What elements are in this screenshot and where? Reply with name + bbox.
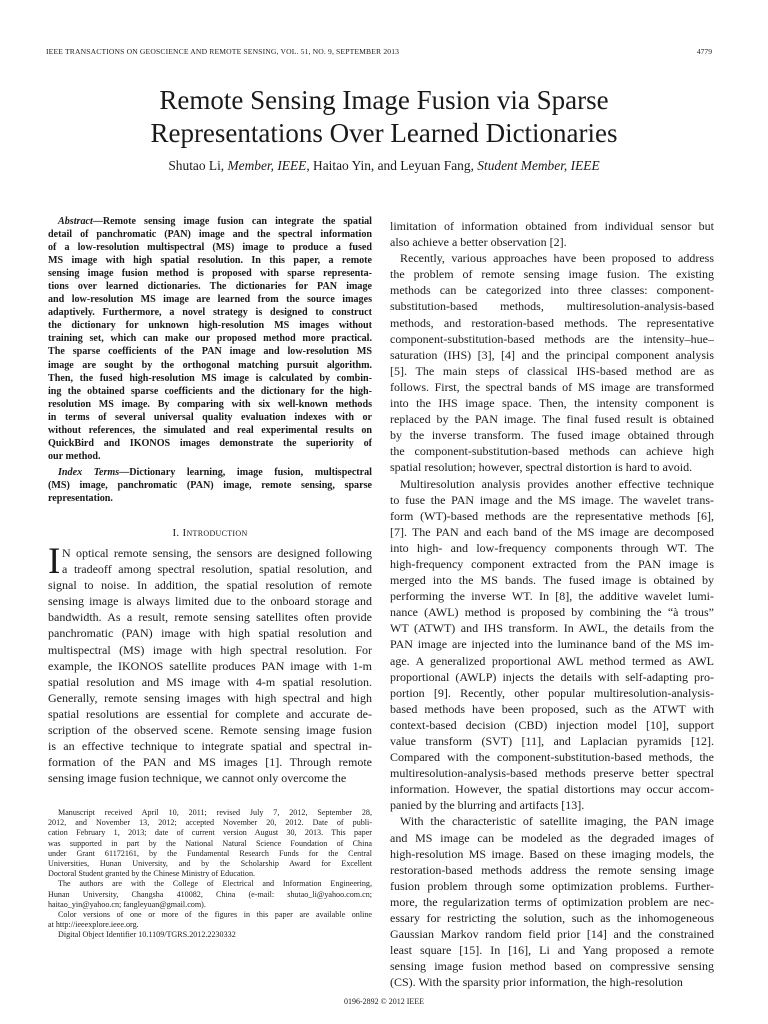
abstract-line: MS image with high spatial resolution. In this paper, a remote bbox=[48, 255, 372, 267]
body-line: PAN image are injected into the luminance band of the MS im- bbox=[390, 637, 714, 652]
abstract-line: without references, the simulated and real experimental results on bbox=[48, 424, 372, 436]
intro-line: formation of the PAN and MS images [1]. Through remote bbox=[48, 755, 372, 770]
body-line: Compared with the component-substitution-based methods, the bbox=[390, 750, 714, 765]
intro-line: spatial resolution and MS image with 4-m spatial resolution. bbox=[48, 674, 372, 689]
intro-line: Generally, remote sensing images with high spectral and high bbox=[48, 690, 372, 705]
footnote-line: was supported in part by the National Natural Science Foundation of China bbox=[48, 838, 372, 848]
abstract bbox=[48, 215, 372, 463]
footnote-line: Universities, Hunan University, and by the Scholarship Award for Excellent bbox=[48, 858, 372, 868]
title-line-1: Remote Sensing Image Fusion via Sparse bbox=[159, 85, 609, 115]
body-line: based methods have been proposed, such as the ATWT with bbox=[390, 701, 714, 716]
author-list bbox=[0, 158, 768, 174]
body-line: Multiresolution analysis provides another effective technique bbox=[400, 476, 714, 491]
lead-text: —Dictionary learning, image fusion, multispectral bbox=[119, 467, 372, 478]
index-terms-line: (MS) image, panchromatic (PAN) image, remote sensing, sparse bbox=[48, 480, 372, 492]
body-line: value transform (SVT) [11], and Laplacian pyramids [12]. bbox=[390, 734, 714, 748]
body-line: by the inverse transform. The fused image obtained through bbox=[390, 428, 714, 443]
footnote bbox=[48, 808, 372, 940]
footnote-line: at http://ieeexplore.ieee.org. bbox=[48, 920, 139, 930]
body-line: [5]. The main steps of classical IHS-based method are as bbox=[390, 363, 714, 378]
footnote-line: 2012, and November 13, 2012; accepted November 20, 2012. Date of publi- bbox=[48, 818, 372, 828]
body-line: panied by the blurring and artifacts [13]. bbox=[390, 798, 585, 813]
body-line: also achieve a better observation [2]. bbox=[390, 235, 567, 250]
body-line: merged into the MS bands. The fused image is obtained by bbox=[390, 573, 714, 588]
index-terms-line: representation. bbox=[48, 493, 113, 505]
body-line: spatial resolution; however, spectral distortion is hard to avoid. bbox=[390, 460, 693, 475]
abstract-line: training set, which can make our proposed method more practical. bbox=[48, 333, 372, 345]
intro-line: signal to noise. In addition, the spatial resolution of remote bbox=[48, 578, 372, 593]
body-line: context-based decision (CBD) injection model [10], support bbox=[390, 717, 714, 732]
author-1-role: Member, IEEE bbox=[227, 158, 307, 173]
intro-line: is an effective technique to integrate spatial and spectral in- bbox=[48, 739, 372, 754]
intro-line: spatial resolutions are essential for complete and accurate de- bbox=[48, 706, 372, 721]
lead-text: —Remote sensing image fusion can integrate the spatial bbox=[92, 216, 372, 227]
body-line: the problem of remote sensing image fusion. The existing bbox=[390, 267, 714, 282]
abstract-line: detail of panchromatic (PAN) image and the spectral information bbox=[48, 229, 372, 241]
body-line: into high- and low-frequency components through WT. The bbox=[390, 540, 714, 555]
drop-cap: I bbox=[48, 541, 61, 582]
intro-line: scription of the observed scene. Remote sensing image fusion bbox=[48, 723, 372, 738]
author-3-role: Student Member, IEEE bbox=[477, 158, 600, 173]
body-line: methods can be categorized into three classes: component- bbox=[390, 283, 714, 298]
author-2-3: , Haitao Yin, and Leyuan Fang, bbox=[306, 158, 478, 173]
body-line: With the characteristic of satellite imaging, the PAN image bbox=[400, 814, 714, 829]
body-line: substitution-based methods, multiresolution-analysis-based bbox=[390, 299, 714, 314]
intro-line: bandwidth. As a result, remote sensing satellites often provide bbox=[48, 610, 372, 625]
paper-title bbox=[0, 84, 768, 150]
footnote-line: Digital Object Identifier 10.1109/TGRS.2012.2230332 bbox=[58, 930, 236, 940]
intro-line: sensing image fusion technique, we cannot only overcome the bbox=[48, 771, 347, 786]
author-1: Shutao Li, bbox=[168, 158, 228, 173]
body-line: fusion problem through some optimization problems. Further- bbox=[390, 878, 714, 893]
body-line: essary for restricting the solution, such as the inhomogeneous bbox=[390, 911, 714, 926]
footnote-line: Doctoral Student granted by the Chinese Ministry of Education. bbox=[48, 869, 256, 879]
body-line: high-resolution MS image. Based on these imaging models, the bbox=[390, 846, 714, 861]
abstract-line: adaptively. Furthermore, a novel strategy is designed to construct bbox=[48, 307, 372, 319]
body-line: (CS). With the sparsity prior information, the high-resolution bbox=[390, 975, 683, 990]
abstract-line: of a low-resolution multispectral (MS) image to produce a fused bbox=[48, 242, 372, 254]
body-line: and MS image can be modeled as the degraded images of bbox=[390, 830, 714, 845]
copyright-footer: 0196-2892 © 2012 IEEE bbox=[343, 997, 425, 1006]
abstract-line: The sparse coefficients of the PAN image and low-resolution MS bbox=[48, 346, 372, 358]
body-line: [7]. The PAN and each band of the MS image are decomposed bbox=[390, 524, 714, 539]
footnote-line: Manuscript received April 10, 2011; revised July 7, 2012, September 28, bbox=[58, 808, 372, 817]
body-line: sensing image fusion method based on compressive sensing bbox=[390, 959, 714, 974]
lead-term: Index Terms bbox=[58, 467, 120, 478]
body-line: age. A generalized proportional AWL method termed as AWL bbox=[390, 653, 714, 668]
abstract-line: QuickBird and IKONOS images demonstrate the superiority of bbox=[48, 437, 372, 449]
footnote-line: Color versions of one or more of the figures in this paper are available online bbox=[58, 909, 372, 919]
abstract-line: in terms of several universal quality evaluation indexes with or bbox=[48, 411, 372, 423]
right-column-body bbox=[390, 218, 714, 991]
abstract-line: image are sought by the orthogonal matching pursuit algorithm. bbox=[48, 359, 372, 371]
body-line: Recently, various approaches have been proposed to address bbox=[400, 251, 714, 266]
abstract-line: the dictionary for unknown high-resolution MS images without bbox=[48, 320, 372, 332]
abstract-line: ing the obtained sparse coefficients and the dictionary for the high- bbox=[48, 385, 372, 397]
footnote-line: cation February 1, 2013; date of current version August 30, 2013. This paper bbox=[48, 828, 372, 838]
index-terms bbox=[48, 466, 372, 505]
body-line: to fuse the PAN image and the MS image. The wavelet trans- bbox=[390, 492, 714, 507]
index-terms-line bbox=[48, 466, 372, 479]
footnote-line: The authors are with the College of Electrical and Information Engineering, bbox=[58, 879, 372, 889]
body-line: follows. First, the spectral bands of MS image are transformed bbox=[390, 379, 714, 394]
body-line: WT (ATWT) and IHS transform. In AWL, the details from the bbox=[390, 621, 714, 636]
abstract-line: tions over learned dictionaries. The dictionaries for PAN image bbox=[48, 281, 372, 293]
journal-header: IEEE TRANSACTIONS ON GEOSCIENCE AND REMOTE SENSING, VOL. 51, NO. 9, SEPTEMBER 2013 bbox=[46, 47, 400, 56]
abstract-line: sensing image fusion method is proposed with sparse representa- bbox=[48, 268, 372, 280]
body-line: performing the inverse WT. In [8], the additive wavelet lumi- bbox=[390, 589, 714, 604]
abstract-line bbox=[48, 215, 372, 228]
intro-line: N optical remote sensing, the sensors are designed following bbox=[62, 546, 372, 560]
title-line-2: Representations Over Learned Dictionaries bbox=[150, 118, 618, 148]
body-line: into the IHS image space. Then, the intensity component is bbox=[390, 396, 714, 411]
section-heading bbox=[48, 527, 372, 539]
page-number: 4779 bbox=[696, 47, 712, 56]
body-line: proportional (AWLP) injects the details with self-adapting pro- bbox=[390, 669, 714, 684]
footnote-line: under Grant 61172161, by the Fundamental Research Funds for the Central bbox=[48, 848, 372, 858]
body-line: saturation (IHS) [3], [4] and the principal component analysis bbox=[390, 347, 714, 362]
body-line: multiresolution-analysis-based methods preserve better spectral bbox=[390, 766, 714, 781]
body-line: portion [9]. Recently, other popular multiresolution-analysis- bbox=[390, 685, 714, 700]
body-line: methods, and restoration-based methods. The representative bbox=[390, 315, 714, 330]
body-line: component-substitution-based methods are the intensity–hue– bbox=[390, 331, 714, 346]
body-line: Gaussian Markov random field prior [14] and the constrained bbox=[390, 927, 714, 942]
section-title: Introduction bbox=[182, 527, 248, 539]
intro-paragraph bbox=[48, 541, 372, 786]
intro-line: multispectral (MS) image with high spectral resolution. For bbox=[48, 642, 372, 657]
body-line: replaced by the PAN image. The final fused result is obtained bbox=[390, 412, 714, 427]
body-line: least square [15]. In [16], Li and Yang proposed a remote bbox=[390, 943, 714, 958]
body-line: nance (AWL) method is proposed by combining the “à trous” bbox=[390, 605, 714, 620]
abstract-line: our method. bbox=[48, 450, 101, 462]
body-line: limitation of information obtained from individual sensor but bbox=[390, 219, 714, 233]
abstract-line: resolution MS image. By comparing with six well-known methods bbox=[48, 398, 372, 410]
abstract-line: Then, the fused high-resolution MS image is calculated by combin- bbox=[48, 372, 372, 384]
intro-line: sensing image is always limited due to the onboard storage and bbox=[48, 594, 372, 609]
section-number: I. bbox=[172, 527, 183, 539]
body-line: the component-substitution-based methods can achieve high bbox=[390, 444, 714, 459]
body-line: restoration-based methods address the remote sensing image bbox=[390, 862, 714, 877]
body-line: form (WT)-based methods are the representative methods [6], bbox=[390, 508, 714, 523]
footnote-line: Hunan University, Changsha 410082, China (e-mail: shutao_li@yahoo.com.cn; bbox=[48, 889, 372, 899]
body-line: high-frequency component extracted from the PAN image is bbox=[390, 556, 714, 571]
intro-line: example, the IKONOS satellite produces PAN image with 1-m bbox=[48, 658, 372, 673]
body-line: information. However, the spatial distortions may occur accom- bbox=[390, 782, 714, 797]
abstract-line: and low-resolution MS image are learned from the source images bbox=[48, 294, 372, 306]
lead-term: Abstract bbox=[58, 216, 93, 227]
intro-line: a tradeoff among spectral resolution, spatial resolution, and bbox=[62, 562, 372, 577]
intro-line: panchromatic (PAN) image with high spatial resolution and bbox=[48, 626, 372, 641]
footnote-line: haitao_yin@yahoo.cn; fangleyuan@gmail.com). bbox=[48, 899, 206, 909]
body-line: more, the regularization terms of optimization problem are nec- bbox=[390, 894, 714, 909]
